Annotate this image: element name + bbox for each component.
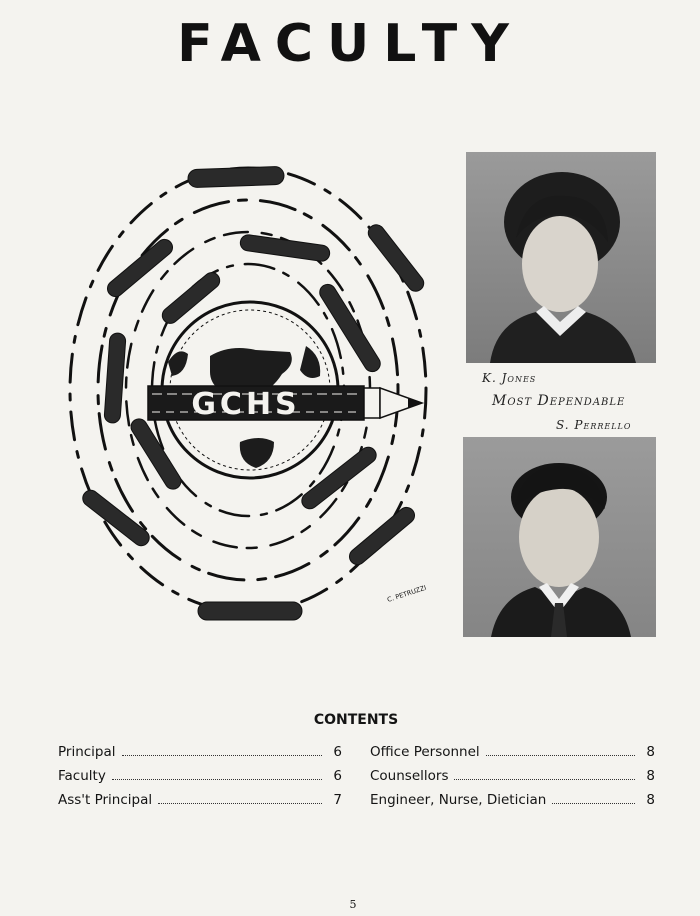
subject-pencil: [198, 602, 302, 620]
contents-right-column: [370, 744, 655, 816]
subject-pencil: [104, 236, 176, 300]
subject-pencil: [239, 234, 330, 262]
toc-leader: [112, 769, 322, 780]
toc-page: 8: [646, 792, 655, 808]
toc-page: 8: [646, 744, 655, 760]
toc-leader: [552, 793, 635, 804]
toc-entry[interactable]: [58, 768, 342, 792]
toc-page: 6: [333, 768, 342, 784]
page-title: FACULTY: [177, 14, 523, 74]
superlative-name-top: K. Jones: [482, 371, 537, 385]
toc-label: Office Personnel: [370, 744, 480, 760]
toc-page: 7: [333, 792, 342, 808]
toc-leader: [454, 769, 635, 780]
superlative-name-bottom: S. Perrello: [556, 418, 632, 432]
school-emblem-illustration: [60, 150, 450, 630]
toc-leader: [158, 793, 322, 804]
toc-leader: [122, 745, 322, 756]
toc-label: Ass't Principal: [58, 792, 153, 808]
toc-entry[interactable]: [370, 768, 655, 792]
page-number: 5: [349, 898, 357, 911]
superlative-award: Most Dependable: [492, 393, 626, 409]
subject-pencil: [365, 222, 427, 295]
toc-entry[interactable]: [58, 744, 342, 768]
center-pencil: [148, 386, 422, 422]
portrait-photo-top: [466, 152, 656, 363]
contents-left-column: [58, 744, 342, 816]
toc-label: Counsellors: [370, 768, 449, 784]
subject-pencil: [346, 504, 418, 568]
toc-entry[interactable]: [58, 792, 342, 816]
toc-leader: [486, 745, 635, 756]
toc-entry[interactable]: [370, 744, 655, 768]
toc-label: Faculty: [58, 768, 106, 784]
toc-page: 6: [333, 744, 342, 760]
emblem-text: GCHS: [191, 387, 301, 422]
artist-signature: C. PETRUZZI: [386, 583, 428, 604]
portrait-photo-bottom: [463, 437, 656, 637]
toc-label: Engineer, Nurse, Dietician: [370, 792, 547, 808]
subject-pencil: [188, 166, 285, 187]
toc-page: 8: [646, 768, 655, 784]
subject-pencil: [104, 333, 126, 424]
contents-heading: CONTENTS: [313, 712, 399, 728]
toc-entry[interactable]: [370, 792, 655, 816]
toc-label: Principal: [58, 744, 116, 760]
